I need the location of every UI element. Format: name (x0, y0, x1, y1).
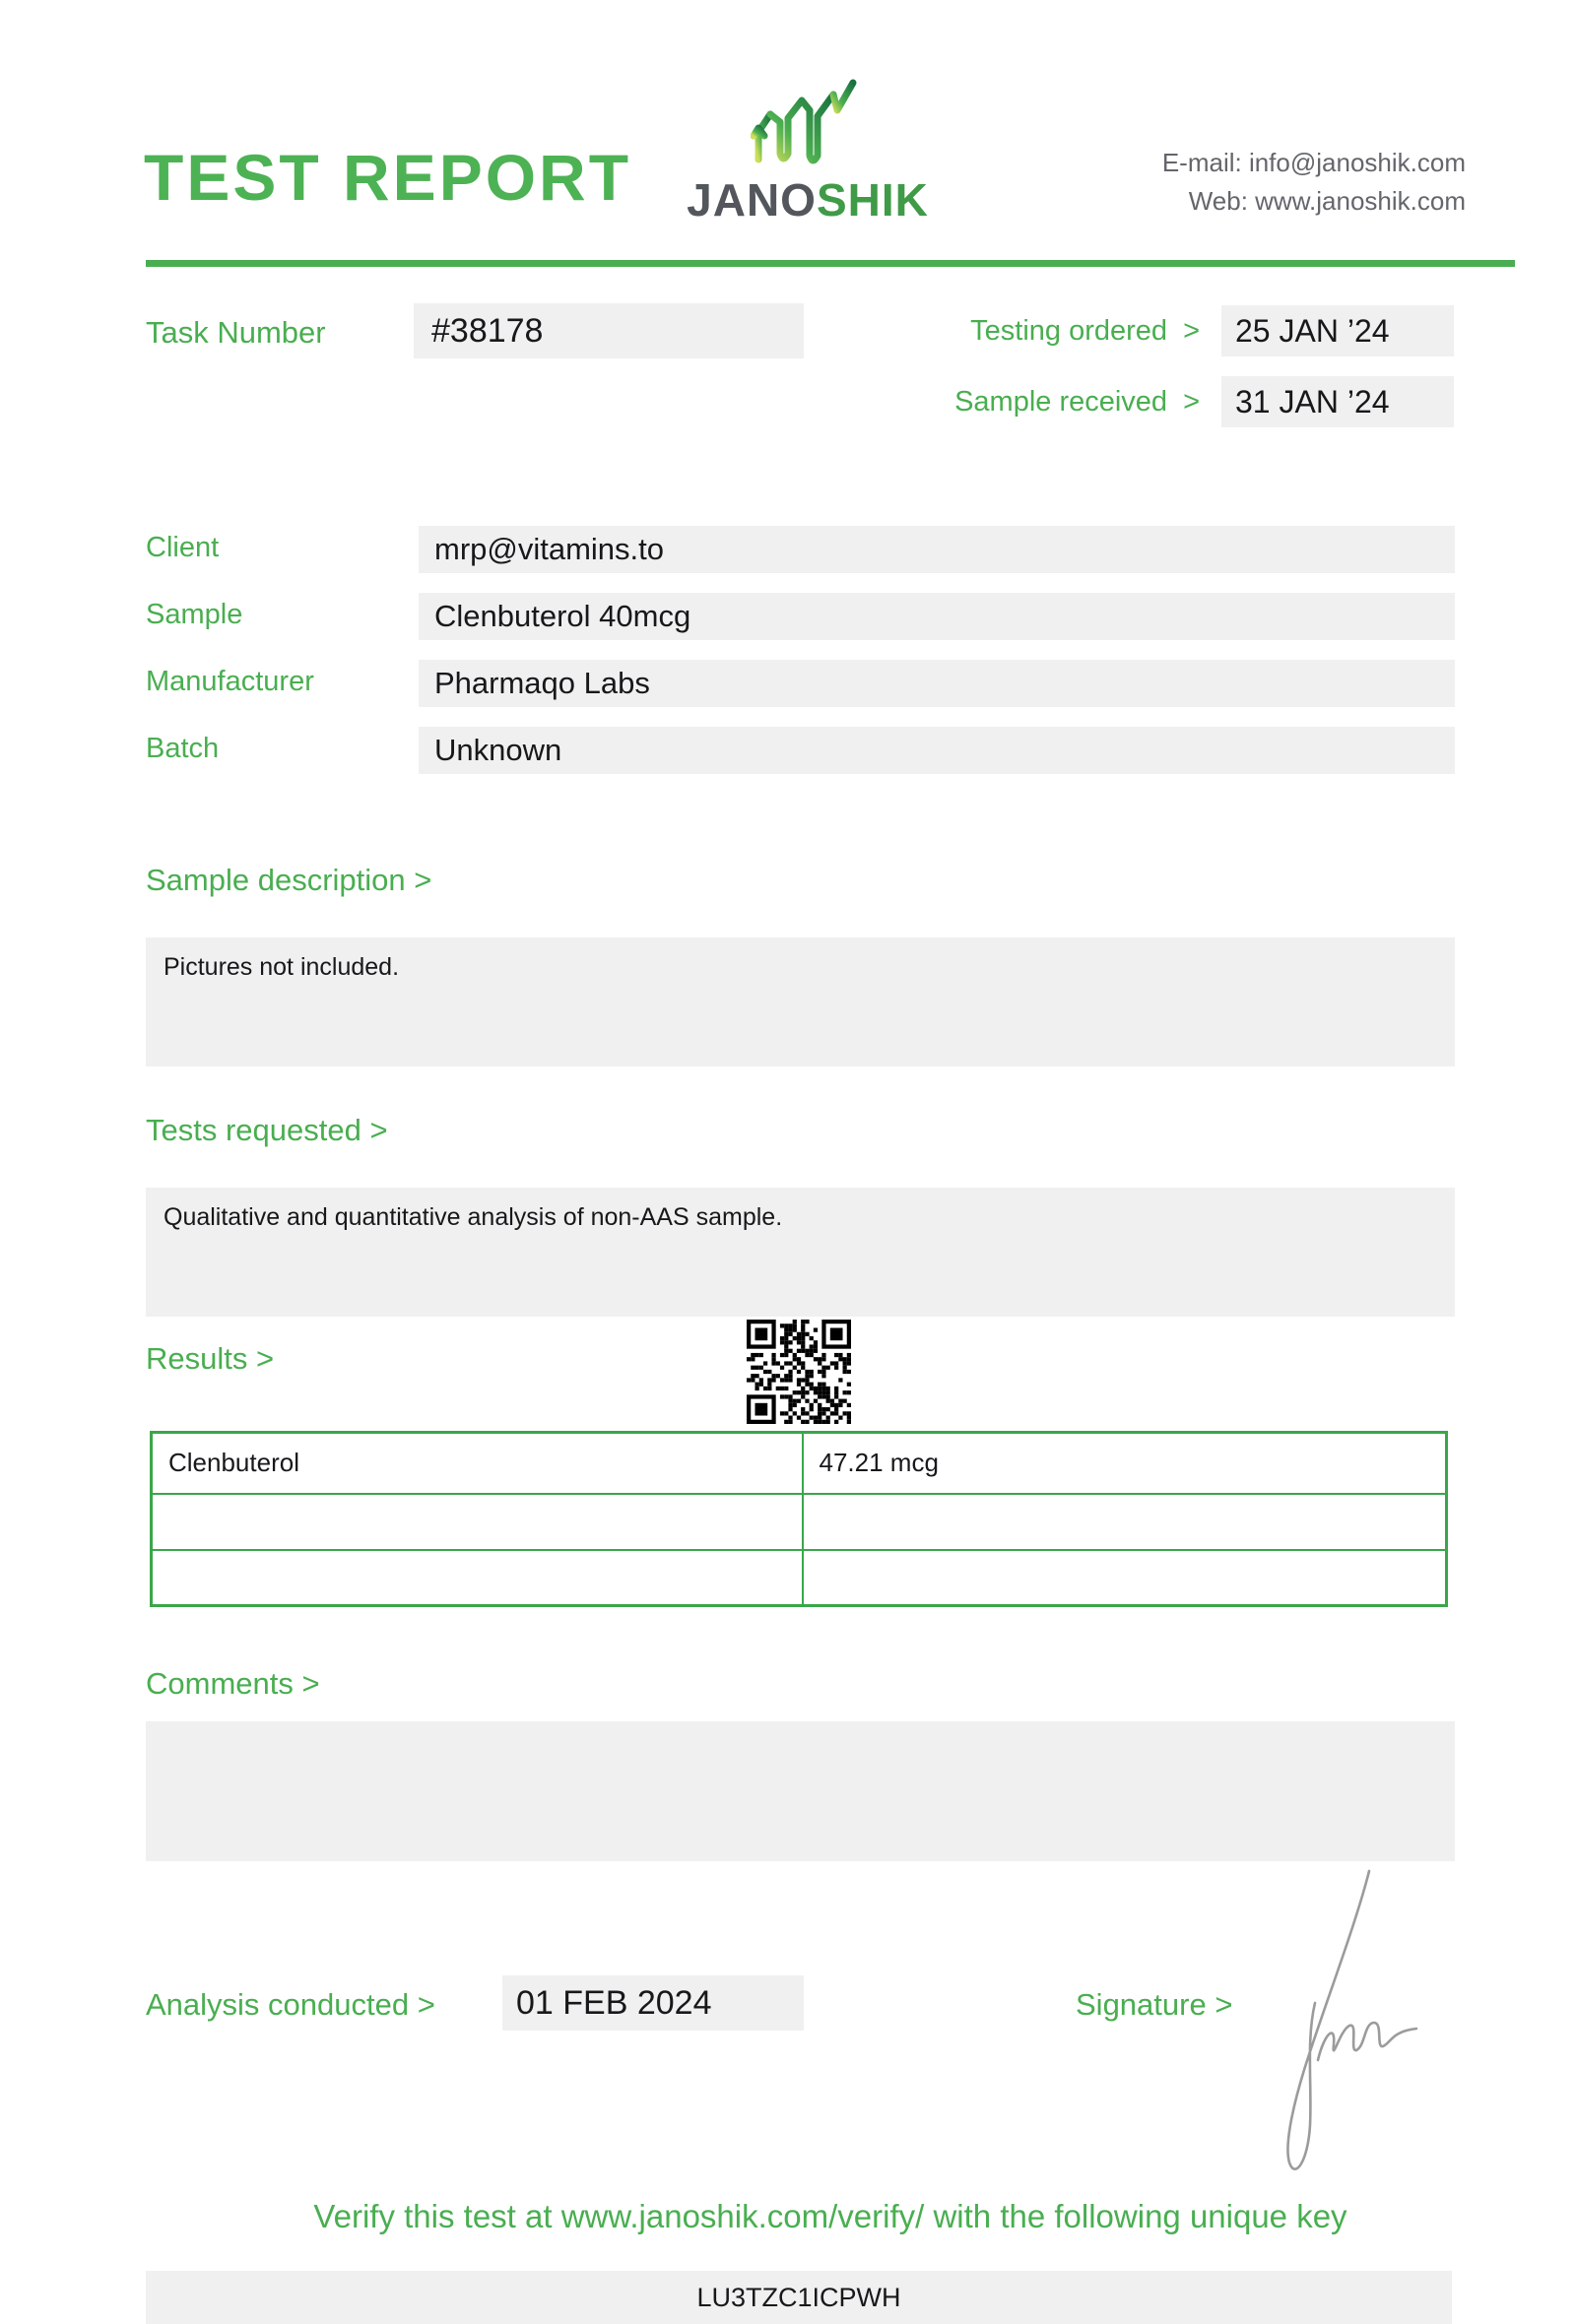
batch-label: Batch (146, 733, 220, 764)
tests-requested-box: Qualitative and quantitative analysis of non-AAS sample. (146, 1188, 1455, 1317)
client-label: Client (146, 532, 220, 563)
janoshik-logo (680, 77, 936, 226)
task-number-value: #38178 (414, 303, 804, 358)
unique-key-value: LU3TZC1ICPWH (146, 2271, 1452, 2324)
client-value: mrp@vitamins.to (419, 526, 1455, 573)
result-amount-cell (803, 1550, 1447, 1606)
testing-ordered-value: 25 JAN ’24 (1221, 305, 1454, 356)
contact-web: Web: www.janoshik.com (1188, 186, 1466, 216)
result-substance-cell (152, 1494, 803, 1550)
comments-box (146, 1721, 1455, 1861)
signature-label: Signature > (1076, 1987, 1233, 2022)
logo-text-jano: JANO (687, 174, 817, 226)
task-number-label: Task Number (146, 315, 326, 350)
analysis-date-value: 01 FEB 2024 (502, 1975, 804, 2031)
sample-description-heading: Sample description > (146, 863, 432, 897)
analysis-conducted-label: Analysis conducted > (146, 1987, 435, 2022)
growth-chart-arrow-icon (751, 77, 865, 167)
contact-info (1162, 144, 1466, 221)
batch-value: Unknown (419, 727, 1455, 774)
manufacturer-label: Manufacturer (146, 666, 314, 697)
result-substance-cell (152, 1550, 803, 1606)
qr-code (747, 1320, 851, 1424)
sample-description-box: Pictures not included. (146, 937, 1455, 1066)
logo-wordmark (680, 173, 936, 226)
sample-value: Clenbuterol 40mcg (419, 593, 1455, 640)
handwritten-signature (1259, 1867, 1426, 2192)
result-substance-cell: Clenbuterol (152, 1433, 803, 1494)
testing-ordered-label: Testing ordered > (970, 315, 1200, 347)
results-heading: Results > (146, 1341, 275, 1376)
table-row (152, 1550, 1447, 1606)
contact-email: E-mail: info@janoshik.com (1161, 148, 1466, 177)
manufacturer-value: Pharmaqo Labs (419, 660, 1455, 707)
sample-label: Sample (146, 599, 243, 630)
logo-text-shik: SHIK (816, 174, 929, 226)
header-divider (146, 260, 1515, 267)
sample-received-value: 31 JAN ’24 (1221, 376, 1454, 427)
table-row (152, 1433, 1447, 1494)
chevron-right-icon: > (1183, 386, 1200, 418)
verify-instruction: Verify this test at www.janoshik.com/verify/ with the following unique key (313, 2198, 1347, 2234)
table-row (152, 1494, 1447, 1550)
page-title: TEST REPORT (144, 141, 632, 214)
chevron-right-icon: > (1183, 315, 1200, 347)
tests-requested-heading: Tests requested > (146, 1113, 388, 1147)
result-amount-cell: 47.21 mcg (803, 1433, 1447, 1494)
results-table (150, 1431, 1448, 1607)
result-amount-cell (803, 1494, 1447, 1550)
comments-heading: Comments > (146, 1666, 320, 1701)
sample-received-label: Sample received > (954, 386, 1200, 418)
